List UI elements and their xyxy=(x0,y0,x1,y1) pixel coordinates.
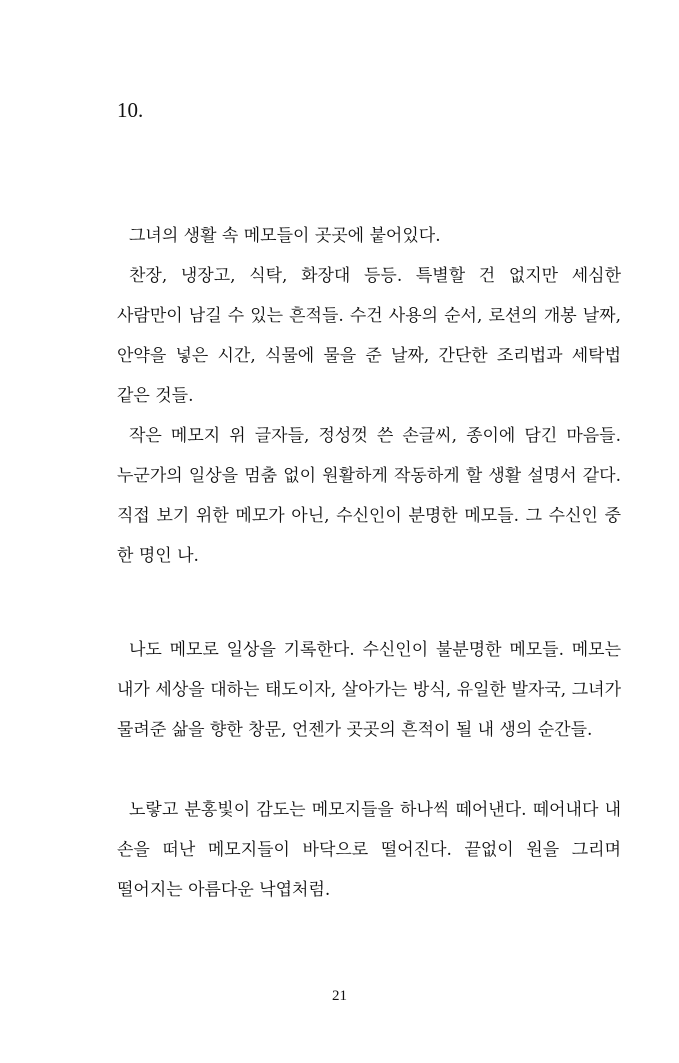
page-number: 21 xyxy=(332,988,347,1004)
paragraph-3: 작은 메모지 위 글자들, 정성껏 쓴 손글씨, 종이에 담긴 마음들. 누군가의 일상을 멈춤 없이 원활하게 작동하게 할 생활 설명서 같다. 직접 보기 위한 메모가 아닌, 수신인이 분명한 메모들. 그 수신인 중 한 명인 나. xyxy=(117,426,621,566)
chapter-number: 10. xyxy=(117,98,144,122)
paragraph-4: 나도 메모로 일상을 기록한다. 수신인이 불분명한 메모들. 메모는 내가 세상을 대하는 태도이자, 살아가는 방식, 유일한 발자국, 그녀가 물려준 삶을 향한 창문, 언젠가 곳곳의 흔적이 될 내 생의 순간들. xyxy=(117,640,621,740)
paragraph-1: 그녀의 생활 속 메모들이 곳곳에 붙어있다. xyxy=(129,226,441,246)
paragraph-5: 노랗고 분홍빛이 감도는 메모지들을 하나씩 떼어낸다. 떼어내다 내 손을 떠난 메모지들이 바닥으로 떨어진다. 끝없이 원을 그리며 떨어지는 아름다운 낙엽처럼. xyxy=(117,800,621,900)
paragraph-2: 찬장, 냉장고, 식탁, 화장대 등등. 특별할 건 없지만 세심한 사람만이 남길 수 있는 흔적들. 수건 사용의 순서, 로션의 개봉 날짜, 안약을 넣은 시간, 식물에 물을 준 날짜, 간단한 조리법과 세탁법 같은 것들. xyxy=(117,266,621,406)
